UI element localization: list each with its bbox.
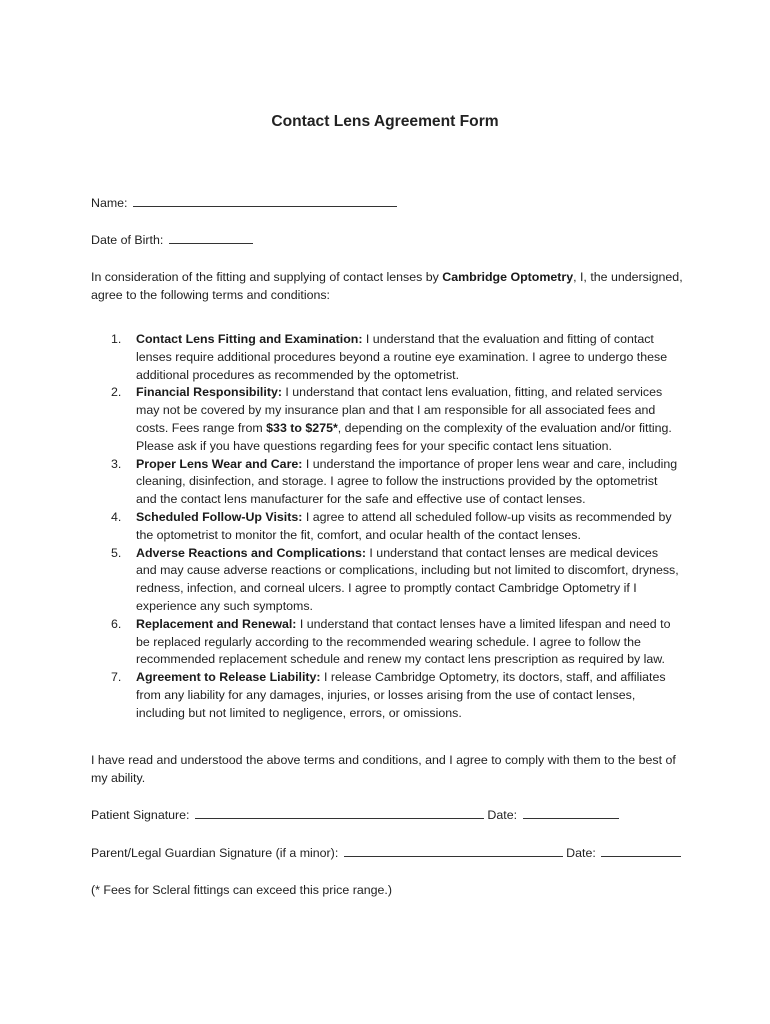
intro-paragraph	[91, 268, 691, 304]
guardian-signature-line[interactable]	[344, 844, 563, 857]
term-heading: Contact Lens Fitting and Examination:	[136, 332, 363, 346]
term-text: I agree to attend all scheduled follow-up visits as recommended by the optometrist to monitor the fit, comfort, and ocular health of the contact lenses.	[136, 509, 672, 542]
term-text: I release Cambridge Optometry, its doctors, staff, and affiliates from any liability for any damages, injuries, or losses arising from the use of contact lenses, including but not limited to negligence, errors, or omissions.	[136, 670, 666, 720]
term-item-7	[111, 669, 681, 722]
closing-paragraph: I have read and understood the above terms and conditions, and I agree to comply with them to the best of my ability.	[91, 753, 676, 785]
term-heading: Scheduled Follow-Up Visits:	[136, 509, 303, 524]
term-number: 1.	[111, 332, 122, 346]
term-number: 7.	[111, 670, 122, 685]
guardian-date-line[interactable]	[601, 844, 681, 857]
term-heading: Replacement and Renewal:	[136, 616, 297, 631]
term-heading: Adverse Reactions and Complications:	[136, 545, 366, 560]
dob-label: Date of Birth:	[91, 233, 164, 247]
patient-signature-line[interactable]	[195, 806, 484, 819]
term-item-4	[111, 509, 681, 545]
term-text: I understand the importance of proper lens wear and care, including cleaning, disinfection, and storage. I agree to follow the instructions provided by the optometrist and the contact lens manufacturer for the safe and effective use of contact lenses.	[136, 456, 678, 507]
intro-suffix: , I, the undersigned, agree to the following terms and conditions:	[91, 270, 683, 302]
term-number: 5.	[111, 545, 122, 560]
term-number: 4.	[111, 509, 122, 524]
term-item-2	[111, 384, 681, 455]
form-title: Contact Lens Agreement Form	[271, 113, 499, 130]
term-text: I understand that contact lenses have a limited lifespan and need to be replaced regularly according to the recommended wearing schedule. I agree to follow the recommended replacement schedule and renew my contact lens prescription as required by law.	[136, 616, 671, 667]
term-item-5	[111, 545, 681, 616]
term-item-3	[111, 456, 681, 509]
patient-date-label: Date:	[487, 808, 518, 822]
patient-signature-label: Patient Signature:	[91, 808, 190, 822]
term-heading: Agreement to Release Liability:	[136, 670, 321, 685]
intro-practice-name: Cambridge Optometry	[442, 270, 574, 284]
guardian-signature-row	[91, 844, 681, 862]
patient-date-line[interactable]	[523, 806, 619, 819]
dob-blank-line[interactable]	[169, 231, 253, 244]
footnote: (* Fees for Scleral fittings can exceed this price range.)	[91, 883, 392, 897]
patient-signature-row	[91, 806, 619, 824]
term-number: 2.	[111, 385, 122, 400]
intro-prefix: In consideration of the fitting and supplying of contact lenses by	[91, 270, 443, 284]
term-item-6	[111, 616, 681, 669]
term-heading: Financial Responsibility:	[136, 385, 282, 400]
dob-row	[91, 231, 253, 249]
terms-list	[111, 331, 681, 723]
name-blank-line[interactable]	[133, 194, 397, 207]
term-text: I understand that the evaluation and fitting of contact lenses require additional procedures beyond a routine eye examination. I agree to undergo these additional procedures as recommended by the optometrist.	[136, 332, 668, 382]
term-heading: Proper Lens Wear and Care:	[136, 456, 303, 471]
guardian-signature-label: Parent/Legal Guardian Signature (if a minor):	[91, 846, 339, 860]
term-number: 6.	[111, 616, 122, 631]
fee-range: $33 to $275*	[266, 420, 338, 435]
term-text: I understand that contact lens evaluation, fitting, and related services may not be covered by my insurance plan and that I am responsible for all associated fees and costs. Fees range from	[136, 385, 663, 435]
name-label: Name:	[91, 196, 128, 210]
term-item-1	[111, 331, 681, 384]
term-text-continued: , depending on the complexity of the evaluation and/or fitting. Please ask if you have questions regarding fees for your specific contact lens situation.	[136, 420, 672, 453]
guardian-date-label: Date:	[566, 846, 596, 860]
name-row	[91, 194, 397, 212]
term-number: 3.	[111, 456, 122, 471]
term-text: I understand that contact lenses are medical devices and may cause adverse reactions or complications, including but not limited to discomfort, dryness, redness, infection, and corneal ulcers. I agree to promptly contact Cambridge Optometry if I experience any such symptoms.	[136, 545, 679, 613]
